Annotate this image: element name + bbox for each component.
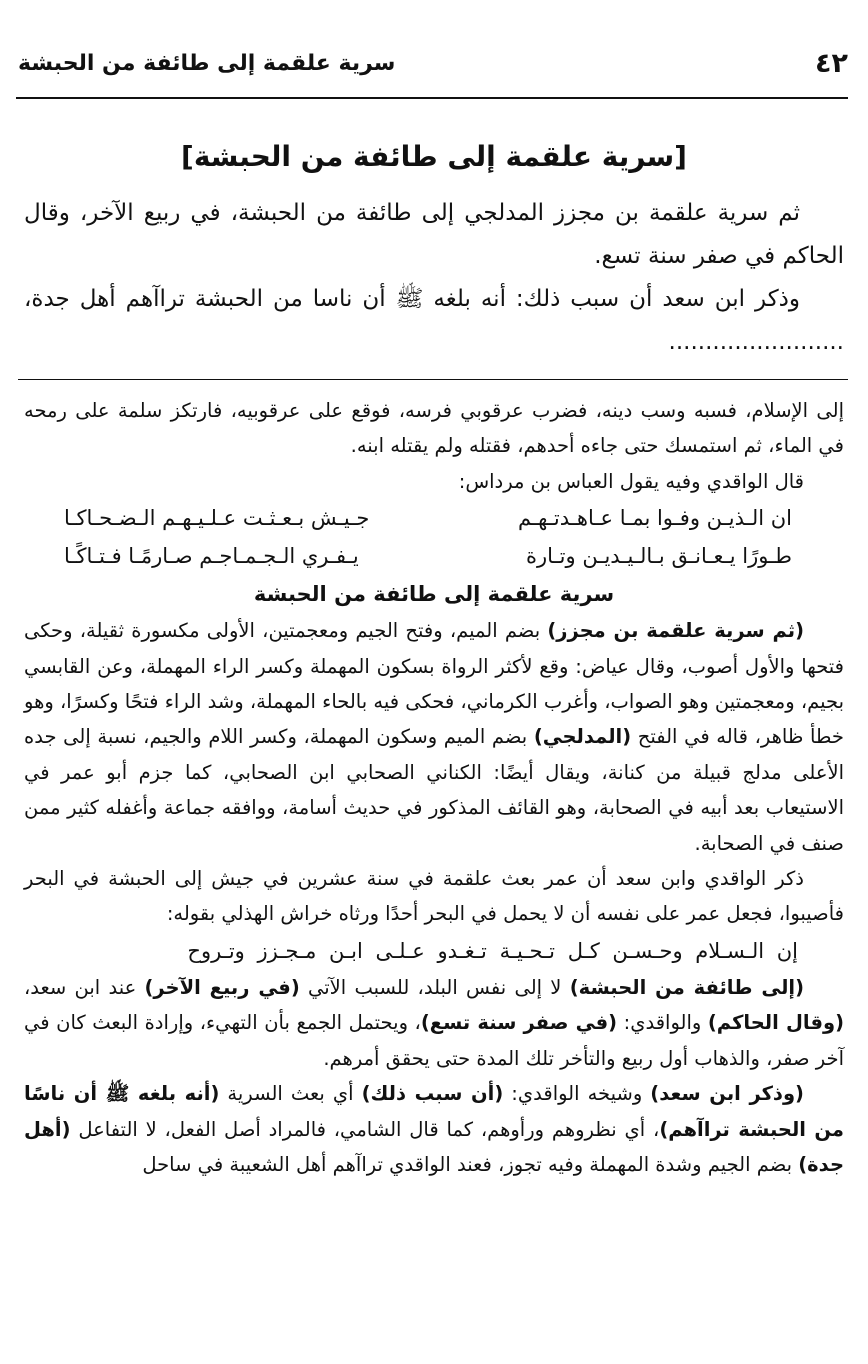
quoted-phrase: (ثم سرية علقمة بن مجزز)	[547, 619, 804, 643]
quoted-phrase: (في صفر سنة تسع)	[420, 1011, 618, 1035]
poem-hemistich: إن الـسـلام وحـسـن كـل تـحـيـة تـغـدو عـلـى ابـن مـجـزز وتـروح	[187, 938, 798, 963]
commentary-text-span: عند ابن سعد،	[24, 975, 145, 999]
quoted-phrase: (أن سبب ذلك)	[361, 1082, 504, 1106]
quoted-phrase: (في ربيع الآخر)	[144, 975, 300, 999]
commentary-paragraph: إلى الإسلام، فسبه وسب دينه، فضرب عرقوبي فرسه، فوقع على عرقوبيه، فارتكز سلمة على رمحه في الماء، ثم استمسك حتى جاءه أحدهم، فقتله ولم يقتله ابنه.	[24, 399, 844, 458]
poem-verse	[24, 537, 844, 575]
quoted-phrase: (المدلجي)	[533, 725, 632, 749]
quoted-phrase: (أنه بلغه ﷺ أن ناسًا من الحبشة تراآهم)	[24, 1082, 844, 1141]
poem-verse	[24, 932, 844, 970]
chapter-title: [سرية علقمة إلى طائفة من الحبشة]	[181, 140, 687, 173]
poem-hemistich: ان الـذيـن وفـوا بمـا عـاهـدتـهـم	[517, 506, 792, 531]
quoted-phrase: (أهل جدة)	[24, 1117, 844, 1176]
commentary-text-span: بضم الجيم وشدة المهملة وفيه تجوز، فعند الواقدي تراآهم أهل الشعيبة في ساحل	[142, 1152, 799, 1176]
commentary-text-span: والواقدي:	[617, 1011, 708, 1035]
commentary-text-span: ، ويحتمل الجمع بأن التهيء، وإرادة البعث كان في آخر صفر، والذهاب أول ربيع والتأخر تلك المدة حتى يحقق أمرهم.	[24, 1011, 844, 1070]
page-number: ٤٢	[815, 48, 848, 79]
main-paragraph-text: وذكر ابن سعد أن سبب ذلك: أنه بلغه ﷺ أن ناسا من الحبشة تراآهم أهل جدة،	[24, 286, 800, 312]
main-paragraph: ثم سرية علقمة بن مجزز المدلجي إلى طائفة من الحبشة، في ربيع الآخر، وقال الحاكم في صفر سنة تسع.	[24, 200, 844, 269]
ellipsis-dots: ........................	[668, 329, 844, 355]
poem-hemistich: يـفـري الـجـمـاجـم صـارمًـا فـتـاكًـا	[64, 544, 359, 569]
quoted-phrase: (وذكر ابن سعد)	[650, 1082, 804, 1106]
poem-verse	[24, 499, 844, 537]
commentary-paragraph: ذكر الواقدي وابن سعد أن عمر بعث علقمة في سنة عشرين في جيش إلى الحبشة في البحر فأصيبوا، فجعل عمر على نفسه أن لا يحمل في البحر أحدًا ورثاه خراش الهذلي بقوله:	[24, 867, 844, 926]
header-rule	[16, 97, 848, 99]
commentary-paragraph: قال الواقدي وفيه يقول العباس بن مرداس:	[458, 469, 804, 493]
commentary-text-span: بضم الميم وسكون المهملة، وكسر اللام والجيم، نسبة إلى جده الأعلى مدلج قبيلة من كنانة، ويقال أيضًا: الكناني الصحابي ابن الصحابي، كما جزم أبو عمر في الاستيعاب بعد أبيه في الصحابة، وهو القائف المذكور في حديث أسامة، ووافقه جماعة وأغفله كثير ممن صنف في الصحابة.	[24, 725, 844, 855]
quoted-phrase: (وقال الحاكم)	[707, 1011, 844, 1035]
commentary-paragraph	[24, 613, 844, 861]
commentary-text-span: وشيخه الواقدي:	[503, 1082, 651, 1106]
running-title: سرية علقمة إلى طائفة من الحبشة	[18, 51, 396, 76]
poem-hemistich: جـيـش بـعـثـت عـلـيـهـم الـضـحـاكـا	[64, 506, 370, 531]
commentary-text-span: ، أي نظروهم ورأوهم، كما قال الشامي، فالمراد أصل الفعل، لا التفاعل	[70, 1117, 660, 1141]
commentary-paragraph	[24, 970, 844, 1076]
commentary-text-span: بضم الميم، وفتح الجيم ومعجمتين، الأولى مكسورة ثقيلة، وحكى فتحها والأول أصوب، وقال عياض: وقع لأكثر الرواة بسكون المهملة وكسر الراء المهملة، وعن القابسي بجيم، ومعجمتين وهو الصواب، وأغرب الكرماني، فحكى فيه بالحاء المهملة، وشد الراء فتحًا وكسرًا، وهو خطأ ظاهر، قاله في الفتح	[24, 619, 844, 749]
quoted-phrase: (إلى طائفة من الحبشة)	[569, 975, 804, 999]
commentary-paragraph	[24, 1076, 844, 1182]
commentary-text-span: لا إلى نفس البلد، للسبب الآتي	[299, 975, 570, 999]
commentary-text-span: أي بعث السرية	[219, 1082, 362, 1106]
main-text	[24, 192, 844, 364]
main-text-separator	[18, 379, 848, 380]
commentary-text	[24, 393, 844, 1182]
poem-hemistich: طـورًا يـعـانـق بـالـيـديـن وتـارة	[525, 544, 792, 569]
section-heading: سرية علقمة إلى طائفة من الحبشة	[253, 582, 615, 607]
main-paragraph	[24, 278, 844, 364]
page-header	[18, 44, 848, 84]
